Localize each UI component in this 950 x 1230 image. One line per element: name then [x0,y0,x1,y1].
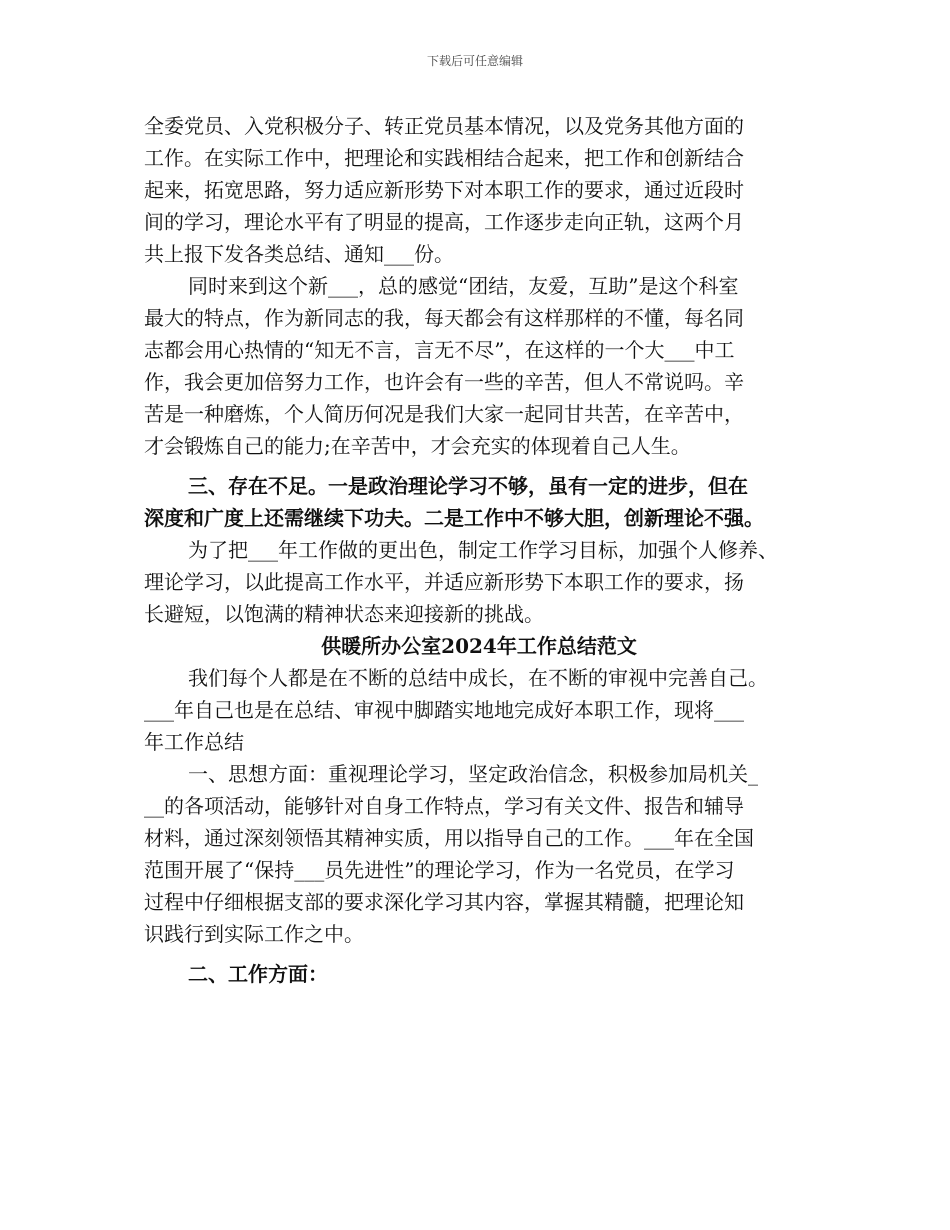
page-header: 下载后可任意编辑 [426,54,523,68]
paragraph [144,470,814,534]
spacer [144,950,814,958]
text-line: 起来，拓宽思路，努力适应新形势下对本职工作的要求，通过近段时 [144,178,744,202]
document-body [144,110,814,990]
paragraph [144,110,814,270]
text-line: 二、工作方面： [188,962,328,986]
text-line: 志都会用心热情的“知无不言，言无不尽”，在这样的一个大___中工 [144,338,735,362]
paragraph [144,662,814,758]
text-line: 作，我会更加倍努力工作，也许会有一些的辛苦，但人不常说吗。辛 [144,370,744,394]
text-line: 全委党员、入党积极分子、转正党员基本情况，以及党务其他方面的 [144,114,744,138]
spacer [144,462,814,470]
paragraph [144,958,814,990]
text-line: 最大的特点，作为新同志的我，每天都会有这样那样的不懂，每名同 [144,306,744,330]
text-line: 苦是一种磨炼，个人简历何况是我们大家一起同甘共苦，在辛苦中， [144,402,744,426]
section-title [144,630,814,662]
text-line: 过程中仔细根据支部的要求深化学习其内容，掌握其精髓，把理论知 [144,890,744,914]
text-line: 为了把___年工作做的更出色，制定工作学习目标，加强个人修养、 [188,538,778,562]
text-line: 识践行到实际工作之中。 [144,922,364,946]
text-line: 长避短，以饱满的精神状态来迎接新的挑战。 [144,602,544,626]
text-line: 同时来到这个新___，总的感觉“团结，友爱，互助”是这个科室 [188,274,739,298]
text-line: 理论学习，以此提高工作水平，并适应新形势下本职工作的要求，扬 [144,570,744,594]
text-line: 一、思想方面：重视理论学习，坚定政治信念，积极参加局机关_ [188,762,758,786]
paragraph [144,534,814,630]
text-line: 工作。在实际工作中，把理论和实践相结合起来，把工作和创新结合 [144,146,744,170]
paragraph [144,758,814,950]
text-line: 深度和广度上还需继续下功夫。二是工作中不够大胆，创新理论不强。 [144,506,764,530]
text-line: 共上报下发各类总结、通知___份。 [144,242,454,266]
text-line: 材料，通过深刻领悟其精神实质，用以指导自己的工作。___年在全国 [144,826,754,850]
text-line: 年工作总结 [144,730,244,754]
text-line: 才会锻炼自己的能力;在辛苦中，才会充实的体现着自己人生。 [144,434,691,458]
text-line: ___年自己也是在总结、审视中脚踏实地地完成好本职工作，现将___ [144,698,744,722]
text-line: 三、存在不足。一是政治理论学习不够，虽有一定的进步，但在 [188,474,748,498]
text-line: 范围开展了“保持___员先进性”的理论学习，作为一名党员，在学习 [144,858,735,882]
text-line: __的各项活动，能够针对自身工作特点，学习有关文件、报告和辅导 [144,794,744,818]
paragraph [144,270,814,462]
text-line: 间的学习，理论水平有了明显的提高，工作逐步走向正轨，这两个月 [144,210,744,234]
text-line: 我们每个人都是在不断的总结中成长，在不断的审视中完善自己。 [188,666,768,690]
text-line: 供暖所办公室2024年工作总结范文 [321,634,637,658]
